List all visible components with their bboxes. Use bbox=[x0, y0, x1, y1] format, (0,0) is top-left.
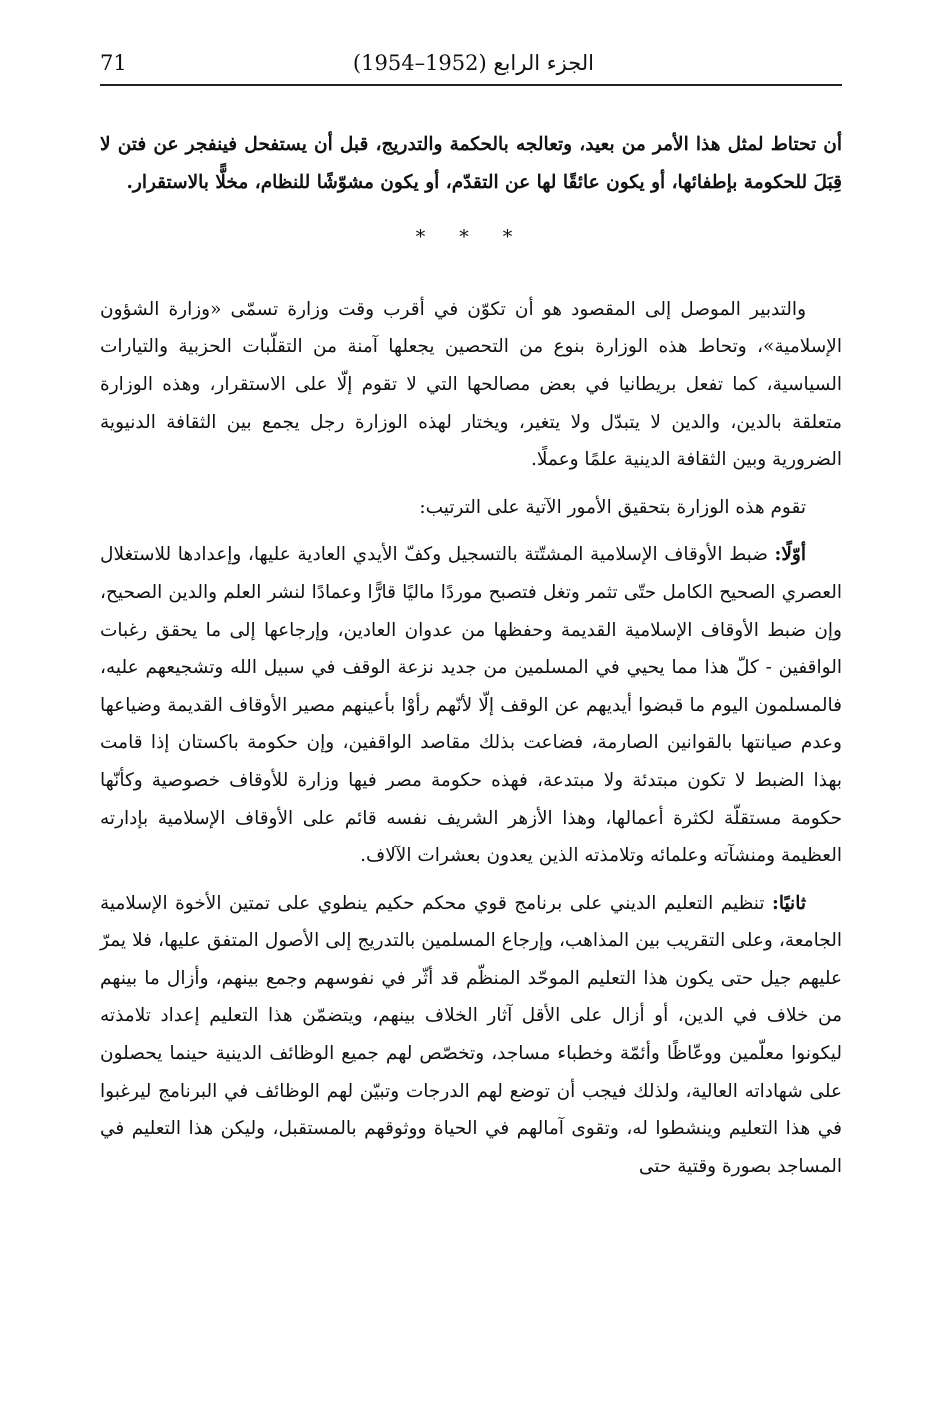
page-number: 71 bbox=[100, 51, 127, 75]
paragraph-ministry-tasks: تقوم هذه الوزارة بتحقيق الأمور الآتية على الترتيب: bbox=[419, 496, 806, 518]
paragraph-ministry-proposal: والتدبير الموصل إلى المقصود هو أن تكوّن في أقرب وقت وزارة تسمّى «وزارة الشؤون الإسلامية»، وتحاط هذه الوزارة بنوع من التحصين يجعلها آمنة من التقلّبات الحزبية والتيارات السياسية، كما تفعل بريطانيا في بعض مصالحها التي لا تقوم إلّا على الاستقرار، وهذه الوزارة متعلقة بالدين، والدين لا يتبدّل ولا يتغير، ويختار لهذه الوزارة رجل يجمع بين الثقافة الدنيوية الضرورية وبين الثقافة الدينية علمًا وعملًا. bbox=[100, 298, 842, 471]
running-head-title: الجزء الرابع (1952–1954) bbox=[352, 51, 594, 75]
page-body bbox=[100, 126, 842, 1185]
first-task-label: أوّلًا: bbox=[774, 544, 806, 566]
second-task-text: تنظيم التعليم الديني على برنامج قوي محكم حكيم ينطوي على تمتين الأخوة الإسلامية الجامعة، وعلى التقريب بين المذاهب، وإرجاع المسلمين بالتدريج إلى الأصول المتفق عليها، فلا يمرّ عليهم جيل حتى يكون هذا التعليم الموحّد المنظّم قد أثّر في نفوسهم وجمع بينهم، وأزال ما بينهم من خلاف في الدين، أو أزال على الأقل آثار الخلاف بينهم، ويتضمّن هذا التعليم إعداد تلامذته ليكونوا معلّمين ووعّاظًا وأئمّة وخطباء مساجد، وتخصّص لهم جميع الوظائف الدينية حينما يحصلون على شهاداته العالية، ولذلك فيجب أن توضع لهم الدرجات وتبيّن لهم الوظائف في البرنامج ليرغبوا في هذا التعليم وينشطوا له، وتقوى آمالهم في الحياة ووثوقهم بالمستقبل، وليكن هذا التعليم في المساجد بصورة وقتية حتى bbox=[100, 892, 842, 1177]
paragraph-first-task bbox=[100, 536, 842, 874]
section-separator: * * * bbox=[415, 226, 527, 249]
running-header bbox=[100, 42, 842, 84]
paragraph-second-task bbox=[100, 885, 842, 1186]
intro-paragraph: أن تحتاط لمثل هذا الأمر من بعيد، وتعالجه بالحكمة والتدريج، قبل أن يستفحل فينفجر عن فتن لا قِبَلَ للحكومة بإطفائها، أو يكون عائقًا لها عن التقدّم، أو يكون مشوّشًا للنظام، مخلًّا بالاستقرار. bbox=[100, 134, 842, 193]
second-task-label: ثانيًا: bbox=[772, 892, 806, 914]
header-rule bbox=[100, 84, 842, 86]
first-task-text: ضبط الأوقاف الإسلامية المشتّتة بالتسجيل وكفّ الأيدي العادية عليها، وإعدادها للاستغلال العصري الصحيح الكامل حتّى تثمر وتغل فتصبح موردًا ماليًا قارًّا وعمادًا لنشر العلم والدين الصحيح، وإن ضبط الأوقاف الإسلامية القديمة وحفظها من عدوان العادين، وإرجاعها إلى ما يحقق رغبات الواقفين - كلّ هذا مما يحيي في المسلمين من جديد نزعة الوقف في سبيل الله وتشجيعهم عليه، فالمسلمون اليوم ما قبضوا أيديهم عن الوقف إلّا لأنّهم رأوْا بأعينهم مصير الأوقاف القديمة وضياعها وعدم صيانتها بالقوانين الصارمة، فضاعت بذلك مقاصد الواقفين، وإن حكومة باكستان إذا قامت بهذا الضبط لا تكون مبتدئة ولا مبتدعة، فهذه حكومة مصر فيها وزارة للأوقاف خصوصية وكأنّها حكومة مستقلّة لكثرة أعمالها، وهذا الأزهر الشريف نفسه قائم على الأوقاف الإسلامية بإدارته العظيمة ومنشآته وعلمائه وتلامذته الذين يعدون بعشرات الآلاف. bbox=[100, 544, 842, 867]
